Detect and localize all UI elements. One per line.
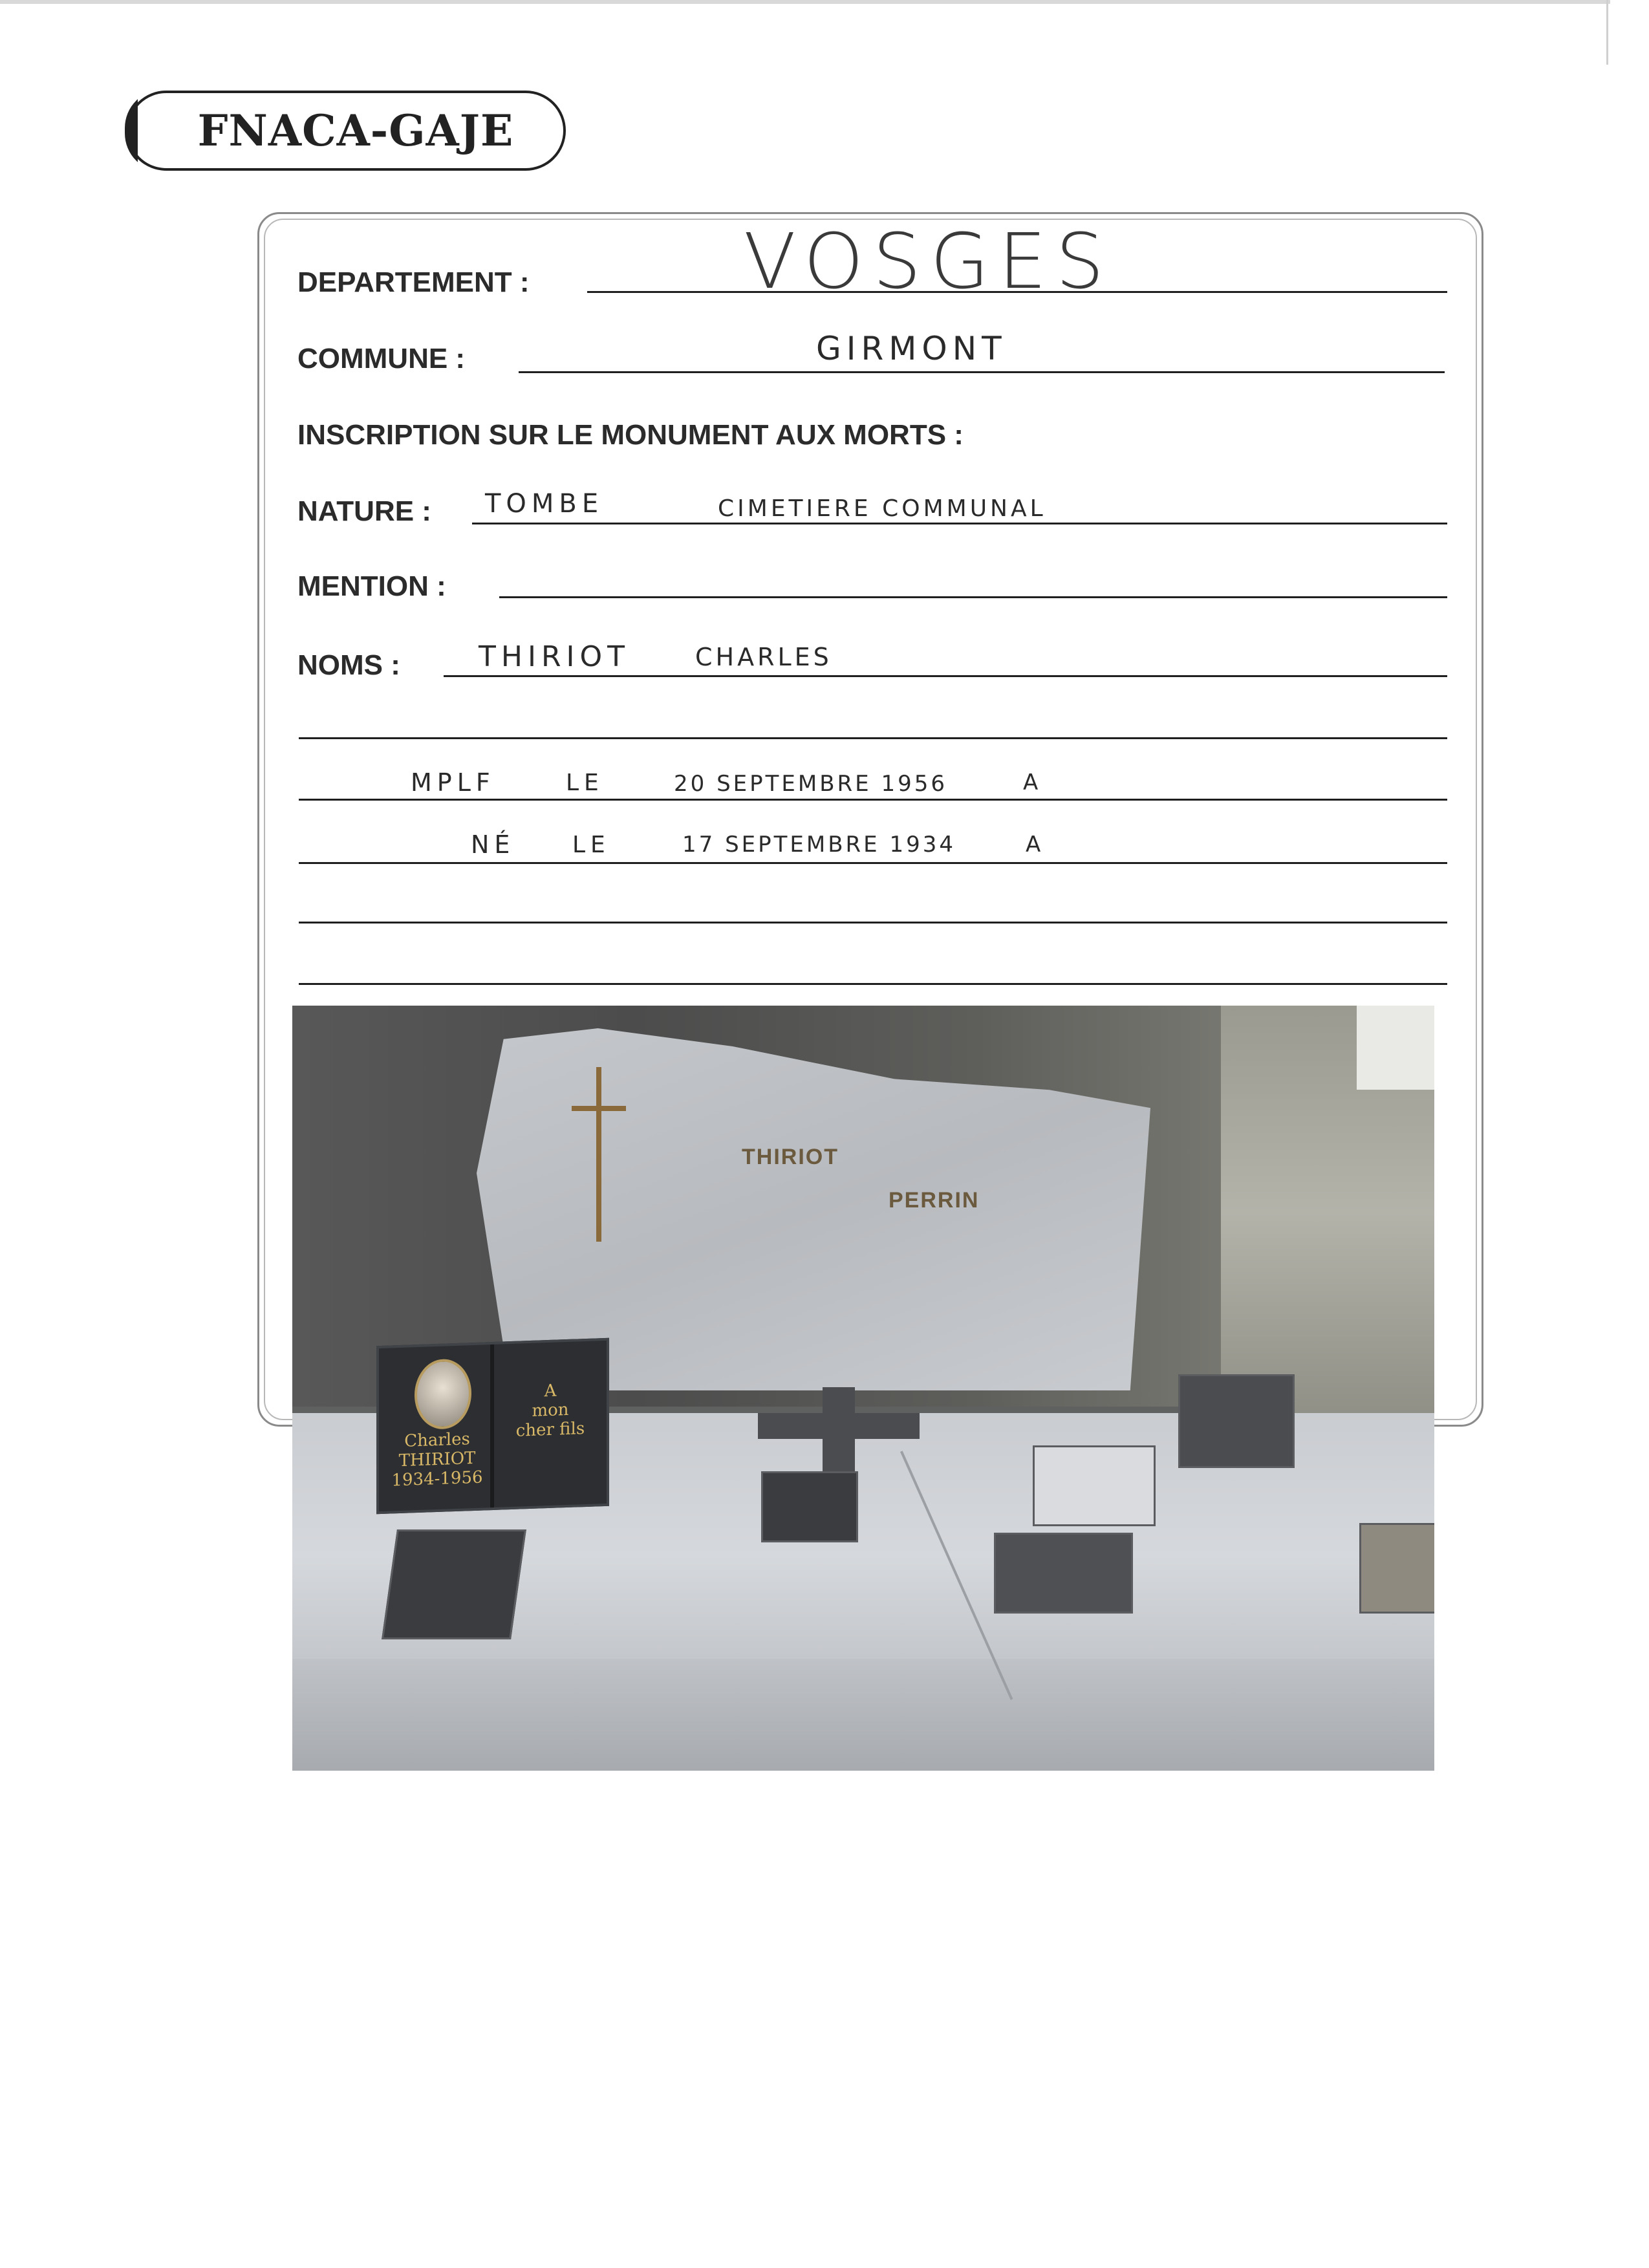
birth-line-date: 17 SEPTEMBRE 1934 [682, 832, 956, 858]
plaque-name-line: Charles [404, 1429, 470, 1451]
small-plaque-left [382, 1529, 526, 1639]
nature-line [472, 523, 1447, 524]
cross-bar [572, 1106, 626, 1111]
ruled-line-3 [299, 862, 1447, 864]
rose-plaque [1359, 1523, 1434, 1614]
plaque-message-line: mon [532, 1399, 569, 1421]
headstone-name-1: THIRIOT [742, 1145, 839, 1169]
noms-line [444, 675, 1447, 677]
commune-value: GIRMONT [816, 330, 1007, 367]
plaque-name-line: 1934-1956 [391, 1467, 483, 1491]
death-line-text: MPLF [411, 768, 495, 797]
death-line-le: LE [566, 770, 604, 796]
cross-icon [596, 1067, 601, 1242]
heart-plaque [761, 1471, 858, 1542]
departement-label: DEPARTEMENT : [297, 266, 530, 298]
noms-value-2: CHARLES [695, 643, 832, 671]
portrait-plaque [1033, 1445, 1156, 1526]
grave-photo [292, 1006, 1434, 1771]
plaque-name [385, 1429, 489, 1491]
portrait-medallion [415, 1358, 471, 1430]
plaque-message-line: A [544, 1381, 557, 1401]
plaque-message-line: cher fils [515, 1419, 585, 1441]
death-line-date: 20 SEPTEMBRE 1956 [674, 771, 947, 797]
commune-label: COMMUNE : [297, 343, 466, 374]
ruled-line-2 [299, 799, 1447, 801]
mention-line [499, 596, 1447, 598]
logo-text: FNACA-GAJE [197, 105, 514, 156]
birth-line-le: LE [572, 832, 610, 858]
nature-label: NATURE : [297, 495, 431, 527]
mention-label: MENTION : [297, 570, 446, 602]
inscription-label: INSCRIPTION SUR LE MONUMENT AUX MORTS : [297, 419, 964, 451]
headstone-name-2: PERRIN [889, 1188, 980, 1213]
departement-value: VOSGES [744, 217, 1114, 306]
scan-right-edge [1606, 0, 1608, 65]
nature-value-1: TOMBE [485, 489, 604, 519]
ruled-line-5 [299, 983, 1447, 985]
fnaca-logo [126, 91, 566, 171]
noms-value-1: THIRIOT [479, 640, 630, 673]
grave-slab-edge [292, 1659, 1434, 1771]
plaque-centre [994, 1533, 1133, 1614]
plaque-right [1178, 1374, 1295, 1468]
noms-label: NOMS : [297, 649, 400, 681]
scan-top-edge [0, 0, 1610, 4]
birth-line-a: A [1026, 832, 1046, 858]
plaque-message [495, 1379, 605, 1442]
ruled-line-1 [299, 737, 1447, 739]
nature-value-2: CIMETIERE COMMUNAL [718, 495, 1046, 522]
commune-line [519, 371, 1445, 373]
death-line-a: A [1023, 770, 1044, 795]
wall-notice [1357, 1006, 1434, 1090]
plaque-spine [490, 1345, 494, 1507]
birth-line-text: NÉ [471, 830, 515, 859]
memorial-book-plaque [376, 1338, 609, 1515]
ruled-line-4 [299, 922, 1447, 923]
plaque-name-line: THIRIOT [398, 1448, 476, 1471]
